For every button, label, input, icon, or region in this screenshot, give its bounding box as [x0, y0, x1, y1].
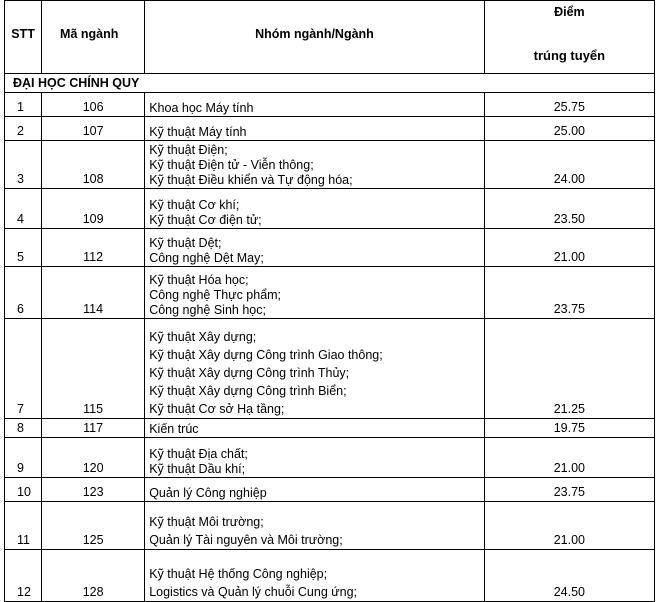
row-nganh-item: Kỹ thuật Hóa học; — [149, 273, 249, 287]
row-diem: 21.25 — [484, 319, 654, 419]
row-stt: 1 — [5, 93, 42, 117]
row-diem: 25.00 — [484, 117, 654, 141]
row-stt: 9 — [5, 438, 42, 478]
row-ma-nganh: 117 — [42, 419, 145, 438]
row-ma-nganh: 123 — [42, 478, 145, 502]
row-stt: 12 — [5, 550, 42, 602]
table-row — [5, 267, 655, 319]
section-row — [5, 74, 655, 93]
row-nganh-item: Khoa học Máy tính — [149, 101, 254, 115]
row-nhom-nganh — [145, 478, 485, 502]
row-nganh-item: Logistics và Quản lý chuỗi Cung ứng; — [149, 585, 357, 599]
row-nhom-nganh — [145, 419, 485, 438]
row-ma-nganh: 109 — [42, 189, 145, 229]
row-nganh-item: Kỹ thuật Hệ thống Công nghiệp; — [149, 567, 328, 581]
row-nganh-item: Kỹ thuật Xây dựng Công trình Thủy; — [149, 366, 350, 380]
row-diem: 23.50 — [484, 189, 654, 229]
row-nganh-item: Kỹ thuật Cơ sở Hạ tầng; — [149, 402, 285, 416]
row-nganh-item: Kỹ thuật Xây dựng Công trình Giao thông; — [149, 348, 383, 362]
row-nganh-item: Kỹ thuật Địa chất; — [149, 447, 248, 461]
row-stt: 6 — [5, 267, 42, 319]
header-diem-line2: trúng tuyển — [533, 48, 606, 63]
row-stt: 8 — [5, 419, 42, 438]
row-diem: 19.75 — [484, 419, 654, 438]
row-nganh-item: Công nghệ Dệt May; — [149, 251, 264, 265]
row-nhom-nganh — [145, 189, 485, 229]
table-row — [5, 319, 655, 419]
row-nhom-nganh — [145, 141, 485, 189]
table-row — [5, 117, 655, 141]
row-diem: 24.00 — [484, 141, 654, 189]
table-row — [5, 93, 655, 117]
row-ma-nganh: 115 — [42, 319, 145, 419]
row-nganh-item: Quản lý Công nghiệp — [149, 486, 267, 500]
admission-score-table — [4, 0, 655, 602]
table-row — [5, 478, 655, 502]
header-ma-nganh: Mã ngành — [42, 1, 145, 74]
row-nhom-nganh — [145, 319, 485, 419]
header-stt: STT — [5, 1, 42, 74]
row-nganh-item: Kỹ thuật Cơ khí; — [149, 198, 240, 212]
row-nganh-item: Kỹ thuật Điện tử - Viễn thông; — [149, 158, 314, 172]
row-nganh-item: Kỹ thuật Dầu khí; — [149, 462, 246, 476]
header-nhom-nganh: Nhóm ngành/Ngành — [145, 1, 485, 74]
row-stt: 11 — [5, 502, 42, 550]
row-ma-nganh: 107 — [42, 117, 145, 141]
table-row — [5, 141, 655, 189]
header-diem-trung-tuyen — [484, 1, 654, 74]
row-ma-nganh: 120 — [42, 438, 145, 478]
header-row — [5, 1, 655, 74]
row-nganh-item: Kỹ thuật Môi trường; — [149, 515, 264, 529]
table-row — [5, 438, 655, 478]
row-nganh-item: Kỹ thuật Cơ điện tử; — [149, 213, 262, 227]
row-nganh-item: Kỹ thuật Xây dựng; — [149, 330, 257, 344]
row-nganh-item: Kỹ thuật Điều khiển và Tự động hóa; — [149, 173, 353, 187]
row-nganh-item: Kỹ thuật Điện; — [149, 143, 228, 157]
row-ma-nganh: 128 — [42, 550, 145, 602]
table-row — [5, 502, 655, 550]
row-diem: 25.75 — [484, 93, 654, 117]
row-diem: 21.00 — [484, 229, 654, 267]
row-nhom-nganh — [145, 438, 485, 478]
row-nganh-item: Quản lý Tài nguyên và Môi trường; — [149, 533, 343, 547]
row-ma-nganh: 114 — [42, 267, 145, 319]
row-diem: 23.75 — [484, 267, 654, 319]
row-stt: 3 — [5, 141, 42, 189]
row-ma-nganh: 106 — [42, 93, 145, 117]
row-nhom-nganh — [145, 117, 485, 141]
row-stt: 10 — [5, 478, 42, 502]
row-ma-nganh: 125 — [42, 502, 145, 550]
row-diem: 21.00 — [484, 438, 654, 478]
table-row — [5, 419, 655, 438]
row-nhom-nganh — [145, 550, 485, 602]
section-title: ĐẠI HỌC CHÍNH QUY — [5, 74, 655, 93]
row-nhom-nganh — [145, 267, 485, 319]
row-stt: 5 — [5, 229, 42, 267]
row-stt: 7 — [5, 319, 42, 419]
table-row — [5, 550, 655, 602]
row-nganh-item: Công nghệ Sinh học; — [149, 303, 266, 317]
row-diem: 24.50 — [484, 550, 654, 602]
row-stt: 4 — [5, 189, 42, 229]
table-row — [5, 229, 655, 267]
row-ma-nganh: 108 — [42, 141, 145, 189]
header-diem-line1: Điểm — [554, 5, 585, 19]
row-nhom-nganh — [145, 93, 485, 117]
row-ma-nganh: 112 — [42, 229, 145, 267]
table-row — [5, 189, 655, 229]
row-nganh-item: Kỹ thuật Máy tính — [149, 125, 247, 139]
row-nhom-nganh — [145, 502, 485, 550]
row-nganh-item: Công nghệ Thực phẩm; — [149, 288, 282, 302]
row-nhom-nganh — [145, 229, 485, 267]
row-stt: 2 — [5, 117, 42, 141]
row-nganh-item: Kiến trúc — [149, 422, 199, 436]
row-nganh-item: Kỹ thuật Dệt; — [149, 236, 222, 250]
row-diem: 23.75 — [484, 478, 654, 502]
row-nganh-item: Kỹ thuật Xây dựng Công trình Biển; — [149, 384, 347, 398]
row-diem: 21.00 — [484, 502, 654, 550]
